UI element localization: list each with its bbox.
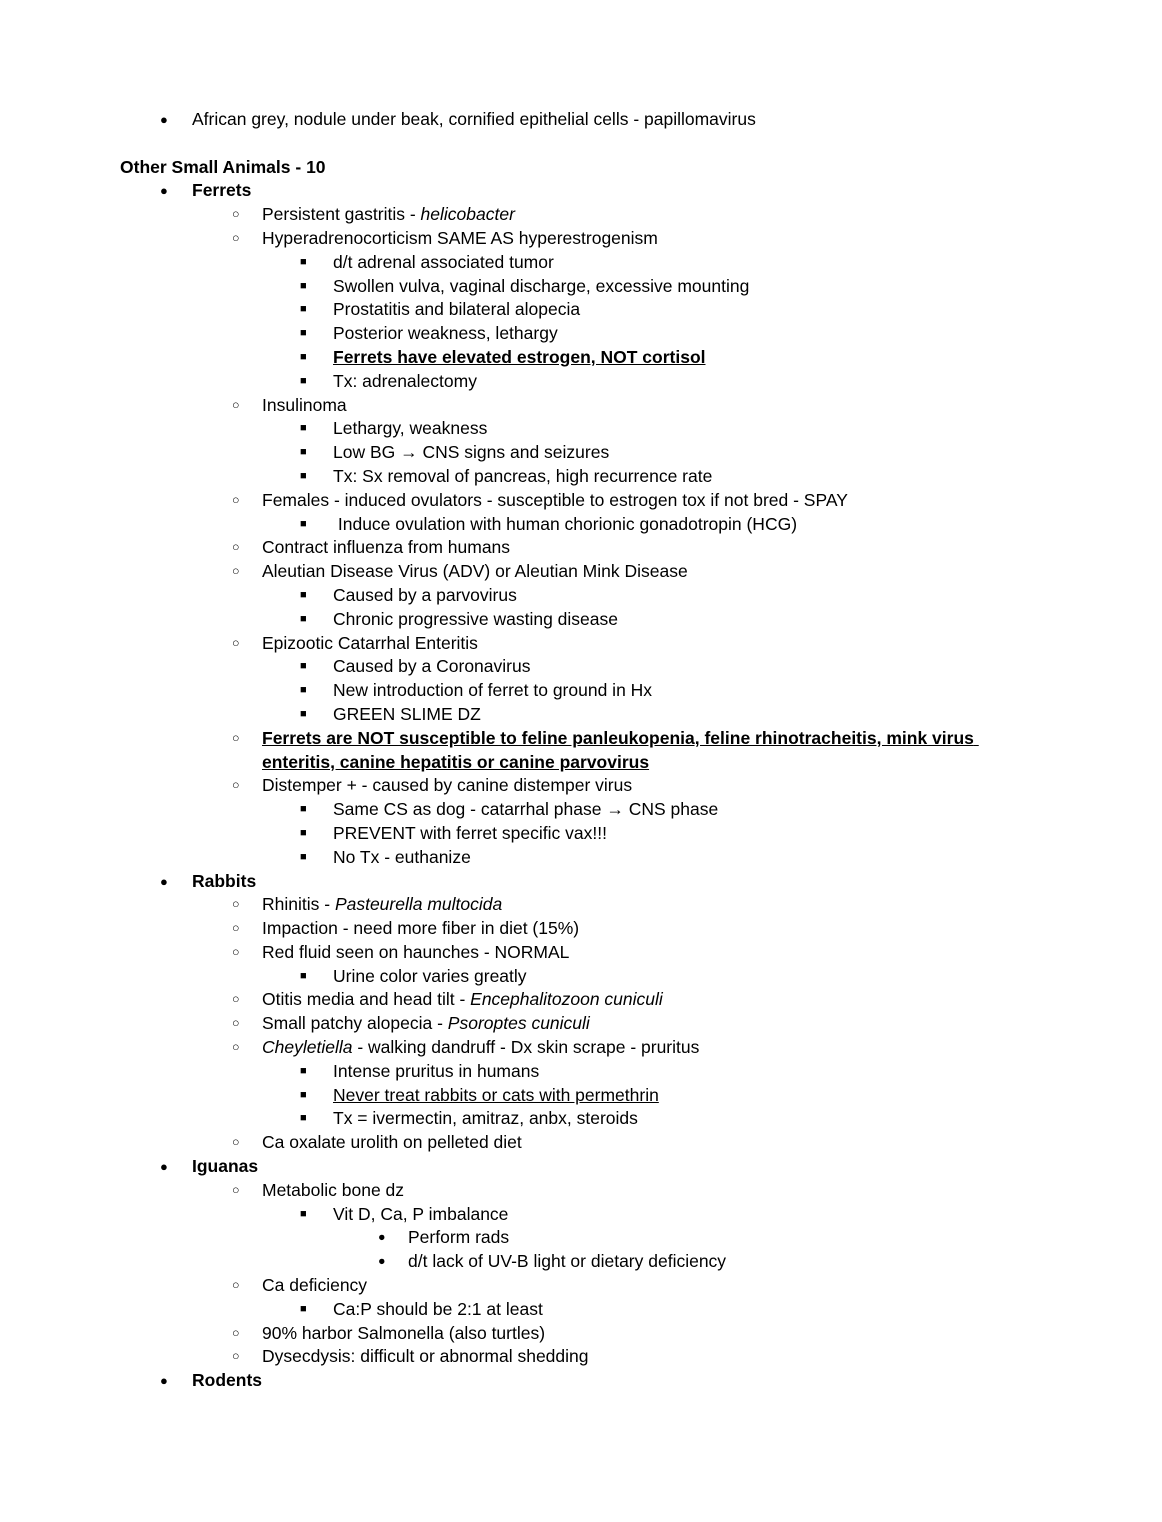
- bullet-level-1-icon: ●: [160, 1159, 168, 1175]
- list-item: [120, 1203, 1042, 1227]
- list-item-text: [333, 846, 1042, 870]
- list-item: [120, 1131, 1042, 1155]
- bullet-level-2-icon: ○: [232, 564, 240, 579]
- list-item: [120, 798, 1042, 822]
- bullet-level-2-icon: ○: [232, 730, 240, 745]
- list-item-text: [262, 227, 1042, 251]
- list-item-text: [333, 298, 1042, 322]
- text-run: Rabbits: [192, 870, 257, 891]
- text-run: Distemper + - caused by canine distemper virus: [262, 775, 633, 796]
- bullet-level-2-icon: ○: [232, 635, 240, 650]
- bullet-level-2-icon: ○: [232, 207, 240, 222]
- text-run: Insulinoma: [262, 394, 347, 415]
- list-item-text: [262, 1274, 1042, 1298]
- bullet-level-3-icon: ■: [300, 517, 307, 530]
- bullet-level-1-icon: ●: [160, 183, 168, 199]
- list-item: [120, 275, 1042, 299]
- bullet-level-4-icon: ●: [378, 1230, 386, 1245]
- list-item: [120, 1012, 1042, 1036]
- bullet-level-2-icon: ○: [232, 1278, 240, 1293]
- text-run: Perform rads: [408, 1227, 510, 1248]
- bullet-level-3-icon: ■: [300, 469, 307, 482]
- text-run: Induce ovulation with human chorionic gonadotropin (HCG): [333, 513, 798, 534]
- list-item-text: [333, 346, 1042, 370]
- section-heading: Other Small Animals - 10: [120, 156, 326, 177]
- list-item: [120, 584, 1042, 608]
- bullet-level-2-icon: ○: [232, 230, 240, 245]
- bullet-level-3-icon: ■: [300, 279, 307, 292]
- list-item-text: [333, 703, 1042, 727]
- text-run: Otitis media and head tilt -: [262, 989, 471, 1010]
- list-item-text: [192, 1369, 1042, 1393]
- text-run: Lethargy, weakness: [333, 418, 488, 439]
- list-item-text: [262, 1036, 1042, 1060]
- text-run: d/t adrenal associated tumor: [333, 251, 554, 272]
- bullet-level-2-icon: ○: [232, 1349, 240, 1364]
- text-run: GREEN SLIME DZ: [333, 703, 481, 724]
- list-item-text: [333, 370, 1042, 394]
- bullet-level-2-icon: ○: [232, 1182, 240, 1197]
- list-item-text: [192, 108, 1042, 132]
- list-item: [120, 870, 1042, 894]
- bullet-level-2-icon: ○: [232, 778, 240, 793]
- bullet-level-3-icon: ■: [300, 1302, 307, 1315]
- bullet-level-1-icon: ●: [160, 873, 168, 889]
- list-item-text: [333, 822, 1042, 846]
- text-run: Never treat rabbits or cats with permethrin: [333, 1084, 659, 1105]
- list-item: [120, 1298, 1042, 1322]
- list-item: [120, 1274, 1042, 1298]
- list-item-text: [333, 584, 1042, 608]
- text-run: Cheyletiella: [262, 1037, 353, 1058]
- bullet-level-3-icon: ■: [300, 684, 307, 697]
- list-item: [120, 1322, 1042, 1346]
- list-item-text: [333, 322, 1042, 346]
- list-item-text: [192, 870, 1042, 894]
- text-run: Epizootic Catarrhal Enteritis: [262, 632, 478, 653]
- text-run: Ca oxalate urolith on pelleted diet: [262, 1132, 522, 1153]
- list-item: [120, 346, 1042, 370]
- bullet-level-2-icon: ○: [232, 492, 240, 507]
- text-run: Encephalitozoon cuniculi: [470, 989, 663, 1010]
- list-item-text: [262, 988, 1042, 1012]
- bullet-level-3-icon: ■: [300, 969, 307, 982]
- list-item-text: [262, 1012, 1042, 1036]
- text-run: Psoroptes cuniculi: [447, 1013, 590, 1034]
- list-item-text: [262, 1131, 1042, 1155]
- list-item-text: [333, 798, 1042, 822]
- text-run: Low BG → CNS signs and seizures: [333, 442, 610, 463]
- bullet-level-3-icon: ■: [300, 446, 307, 459]
- text-run: Caused by a Coronavirus: [333, 656, 531, 677]
- list-item: [120, 941, 1042, 965]
- text-run: Ca deficiency: [262, 1275, 368, 1296]
- bullet-level-2-icon: ○: [232, 944, 240, 959]
- bullet-level-3-icon: ■: [300, 255, 307, 268]
- list-item-text: [262, 774, 1042, 798]
- list-item: [120, 679, 1042, 703]
- text-run: Tx: Sx removal of pancreas, high recurrence rate: [333, 465, 713, 486]
- bullet-level-4-icon: ●: [378, 1254, 386, 1269]
- list-item: [120, 608, 1042, 632]
- list-item: [120, 1345, 1042, 1369]
- text-run: PREVENT with ferret specific vax!!!: [333, 822, 607, 843]
- text-run: Tx = ivermectin, amitraz, anbx, steroids: [333, 1108, 638, 1129]
- list-item-text: [262, 917, 1042, 941]
- bullet-level-3-icon: ■: [300, 422, 307, 435]
- list-item: [120, 536, 1042, 560]
- text-run: - walking dandruff - Dx skin scrape - pruritus: [352, 1037, 700, 1058]
- list-item-text: [262, 1345, 1042, 1369]
- text-run: 90% harbor Salmonella (also turtles): [262, 1322, 546, 1343]
- text-run: Caused by a parvovirus: [333, 584, 517, 605]
- bullet-level-3-icon: ■: [300, 1207, 307, 1220]
- bullet-level-3-icon: ■: [300, 707, 307, 720]
- list-item: [120, 1060, 1042, 1084]
- list-item: [120, 322, 1042, 346]
- outline-list: [120, 108, 1042, 1393]
- list-item-text: [408, 1226, 1042, 1250]
- list-item: [120, 227, 1042, 251]
- list-item: [120, 1107, 1042, 1131]
- bullet-level-1-icon: ●: [160, 1373, 168, 1389]
- list-item: [120, 1084, 1042, 1108]
- list-item-text: [262, 203, 1042, 227]
- list-item-text: [333, 1084, 1042, 1108]
- list-item-text: [333, 465, 1042, 489]
- bullet-level-3-icon: ■: [300, 803, 307, 816]
- text-run: Intense pruritus in humans: [333, 1060, 540, 1081]
- text-run: Contract influenza from humans: [262, 537, 511, 558]
- bullet-level-2-icon: ○: [232, 921, 240, 936]
- bullet-level-3-icon: ■: [300, 350, 307, 363]
- text-run: Ca:P should be 2:1 at least: [333, 1298, 543, 1319]
- list-item: [120, 1179, 1042, 1203]
- text-run: Chronic progressive wasting disease: [333, 608, 618, 629]
- bullet-level-3-icon: ■: [300, 612, 307, 625]
- bullet-level-2-icon: ○: [232, 1016, 240, 1031]
- bullet-level-3-icon: ■: [300, 1064, 307, 1077]
- text-run: Prostatitis and bilateral alopecia: [333, 299, 581, 320]
- text-run: Urine color varies greatly: [333, 965, 527, 986]
- text-run: Females - induced ovulators - susceptible to estrogen tox if not bred - SPAY: [262, 489, 848, 510]
- bullet-level-3-icon: ■: [300, 327, 307, 340]
- text-run: Small patchy alopecia -: [262, 1013, 448, 1034]
- bullet-level-3-icon: ■: [300, 660, 307, 673]
- list-item: [120, 988, 1042, 1012]
- list-item: [120, 1250, 1042, 1274]
- list-item-text: [333, 1107, 1042, 1131]
- text-run: Rhinitis -: [262, 894, 335, 915]
- bullet-level-2-icon: ○: [232, 540, 240, 555]
- text-run: Vit D, Ca, P imbalance: [333, 1203, 509, 1224]
- bullet-level-3-icon: ■: [300, 303, 307, 316]
- list-item: [120, 727, 1042, 775]
- list-item-text: [262, 727, 1042, 775]
- text-run: d/t lack of UV-B light or dietary deficiency: [408, 1251, 727, 1272]
- bullet-level-3-icon: ■: [300, 850, 307, 863]
- list-item-text: [262, 893, 1042, 917]
- text-run: Persistent gastritis -: [262, 204, 421, 225]
- list-item-text: [333, 1203, 1042, 1227]
- list-item: [120, 655, 1042, 679]
- text-run: Red fluid seen on haunches - NORMAL: [262, 941, 570, 962]
- text-run: No Tx - euthanize: [333, 846, 471, 867]
- list-item: [120, 560, 1042, 584]
- bullet-level-1-icon: ●: [160, 112, 168, 127]
- list-item: [120, 251, 1042, 275]
- list-item-text: [192, 179, 1042, 203]
- list-item: [120, 203, 1042, 227]
- text-run: Aleutian Disease Virus (ADV) or Aleutian Mink Disease: [262, 561, 688, 582]
- list-item-text: [262, 560, 1042, 584]
- list-item: [120, 774, 1042, 798]
- list-item-text: [333, 655, 1042, 679]
- text-run: Posterior weakness, lethargy: [333, 323, 558, 344]
- list-item: [120, 917, 1042, 941]
- text-run: New introduction of ferret to ground in Hx: [333, 680, 653, 701]
- bullet-level-3-icon: ■: [300, 826, 307, 839]
- list-item-text: [333, 275, 1042, 299]
- text-run: Swollen vulva, vaginal discharge, excessive mounting: [333, 275, 750, 296]
- text-run: Ferrets are NOT susceptible to feline panleukopenia, feline rhinotracheitis, mink virus enteritis, canine hepatitis or canine parvovirus: [262, 727, 979, 772]
- list-item: [120, 893, 1042, 917]
- bullet-level-2-icon: ○: [232, 897, 240, 912]
- text-run: Tx: adrenalectomy: [333, 370, 477, 391]
- list-item: [120, 1036, 1042, 1060]
- text-run: Dysecdysis: difficult or abnormal shedding: [262, 1346, 589, 1367]
- text-run: helicobacter: [420, 204, 515, 225]
- list-item: [120, 846, 1042, 870]
- list-item: [120, 1226, 1042, 1250]
- list-item-text: [408, 1250, 1042, 1274]
- text-run: African grey, nodule under beak, cornified epithelial cells - papillomavirus: [192, 109, 756, 129]
- list-item: [120, 822, 1042, 846]
- text-run: Rodents: [192, 1370, 262, 1391]
- list-item-text: [333, 1298, 1042, 1322]
- list-item-text: [262, 632, 1042, 656]
- list-item: [120, 489, 1042, 513]
- list-item: [120, 465, 1042, 489]
- list-item-text: [262, 489, 1042, 513]
- list-item: [120, 108, 1042, 132]
- text-run: Hyperadrenocorticism SAME AS hyperestrogenism: [262, 227, 658, 248]
- list-item: [120, 965, 1042, 989]
- bullet-level-2-icon: ○: [232, 1325, 240, 1340]
- bullet-level-2-icon: ○: [232, 1040, 240, 1055]
- text-run: Pasteurella multocida: [334, 894, 503, 915]
- list-item: [120, 394, 1042, 418]
- bullet-level-3-icon: ■: [300, 588, 307, 601]
- bullet-level-3-icon: ■: [300, 1088, 307, 1101]
- bullet-level-2-icon: ○: [232, 1135, 240, 1150]
- text-run: Same CS as dog - catarrhal phase → CNS phase: [333, 799, 719, 820]
- list-item: [120, 370, 1042, 394]
- list-item-text: [262, 1179, 1042, 1203]
- list-item: [120, 513, 1042, 537]
- list-item-text: [333, 965, 1042, 989]
- list-item-text: [262, 1322, 1042, 1346]
- list-item-text: [333, 1060, 1042, 1084]
- list-item: [120, 632, 1042, 656]
- list-item: [120, 298, 1042, 322]
- text-run: Impaction - need more fiber in diet (15%): [262, 918, 580, 939]
- list-item: [120, 417, 1042, 441]
- bullet-level-3-icon: ■: [300, 1112, 307, 1125]
- bullet-level-2-icon: ○: [232, 992, 240, 1007]
- text-run: Iguanas: [192, 1156, 259, 1177]
- text-run: Metabolic bone dz: [262, 1179, 405, 1200]
- text-run: Ferrets have elevated estrogen, NOT cortisol: [333, 346, 706, 367]
- list-item-text: [333, 679, 1042, 703]
- bullet-level-3-icon: ■: [300, 374, 307, 387]
- list-item-text: [262, 536, 1042, 560]
- list-item-text: [333, 513, 1042, 537]
- text-run: Ferrets: [192, 180, 252, 201]
- list-item: [120, 703, 1042, 727]
- list-item-text: [333, 441, 1042, 465]
- list-item-text: [333, 251, 1042, 275]
- bullet-level-2-icon: ○: [232, 397, 240, 412]
- list-item-text: [333, 608, 1042, 632]
- list-item: [120, 179, 1042, 203]
- list-item-text: [192, 1155, 1042, 1179]
- list-item: [120, 441, 1042, 465]
- list-item: [120, 1369, 1042, 1393]
- paragraph-spacer: [120, 132, 1042, 156]
- list-item-text: [262, 394, 1042, 418]
- list-item: [120, 1155, 1042, 1179]
- list-item-text: [262, 941, 1042, 965]
- list-item-text: [333, 417, 1042, 441]
